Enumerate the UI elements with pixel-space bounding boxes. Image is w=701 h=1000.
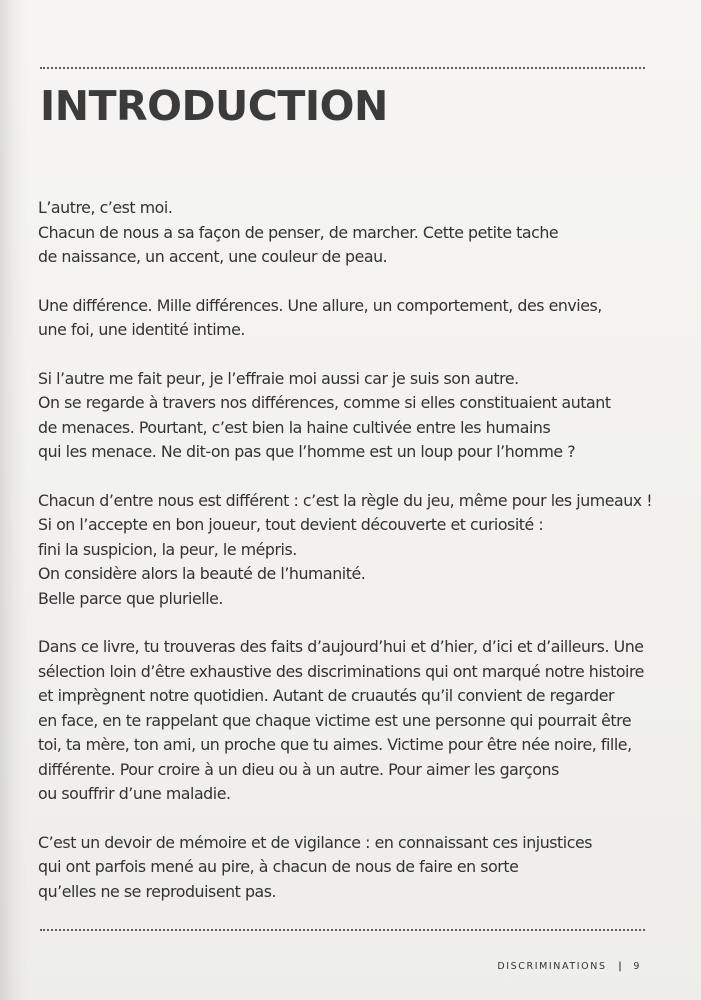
paragraph-line: et imprègnent notre quotidien. Autant de cruautés qu’il convient de regarder [38, 686, 615, 705]
paragraph-line: toi, ta mère, ton ami, un proche que tu aimes. Victime pour être née noire, fille, [38, 735, 632, 754]
paragraph-line: Si l’autre me fait peur, je l’effraie moi aussi car je suis son autre. [38, 368, 519, 388]
paragraph-line: sélection loin d’être exhaustive des discriminations qui ont marqué notre histoire [38, 661, 644, 681]
paragraph-2 [38, 294, 648, 343]
footer-separator: | [618, 961, 622, 972]
footer-section-title: DISCRIMINATIONS [497, 961, 607, 972]
paragraph-line: fini la suspicion, la peur, le mépris. [38, 539, 297, 559]
paragraph-1 [38, 196, 648, 270]
paragraph-line: L’autre, c’est moi. [38, 198, 173, 217]
paragraph-line: Belle parce que plurielle. [38, 588, 223, 608]
paragraph-line: qu’elles ne se reproduisent pas. [38, 881, 277, 901]
top-dotted-rule [40, 67, 645, 69]
running-footer [497, 961, 641, 973]
paragraph-line: une foi, une identité intime. [38, 320, 245, 339]
paragraph-line: de naissance, un accent, une couleur de peau. [38, 247, 388, 266]
paragraph-line: différente. Pour croire à un dieu ou à un autre. Pour aimer les garçons [38, 759, 559, 779]
paragraph-line: Si on l’accepte en bon joueur, tout devient découverte et curiosité : [38, 515, 544, 534]
bottom-dotted-rule [40, 929, 645, 931]
paragraph-5 [38, 635, 648, 807]
page-number: 9 [633, 961, 641, 972]
paragraph-line: C’est un devoir de mémoire et de vigilance : en connaissant ces injustices [38, 832, 593, 852]
body-text [38, 196, 653, 928]
paragraph-line: ou souffrir d’une maladie. [38, 784, 231, 803]
paragraph-line: en face, en te rappelant que chaque victime est une personne qui pourrait être [38, 710, 632, 730]
paragraph-3 [38, 367, 648, 465]
paragraph-6 [38, 831, 648, 905]
paragraph-line: On considère alors la beauté de l’humanité. [38, 564, 366, 583]
paragraph-line: qui ont parfois mené au pire, à chacun de nous de faire en sorte [38, 857, 519, 876]
paragraph-line: Dans ce livre, tu trouveras des faits d’aujourd’hui et d’hier, d’ici et d’ailleurs. Une [38, 637, 644, 656]
paragraph-line: Chacun d’entre nous est différent : c’est la règle du jeu, même pour les jumeaux ! [38, 490, 653, 510]
paragraph-line: qui les menace. Ne dit-on pas que l’homme est un loup pour l’homme ? [38, 442, 576, 461]
paragraph-4 [38, 489, 653, 612]
paragraph-line: Une différence. Mille différences. Une allure, un comportement, des envies, [38, 295, 602, 315]
paragraph-line: Chacun de nous a sa façon de penser, de marcher. Cette petite tache [38, 222, 559, 242]
paragraph-line: On se regarde à travers nos différences, comme si elles constituaient autant [38, 393, 611, 412]
paragraph-line: de menaces. Pourtant, c’est bien la haine cultivée entre les humains [38, 417, 551, 437]
page-title: INTRODUCTION [40, 82, 388, 130]
